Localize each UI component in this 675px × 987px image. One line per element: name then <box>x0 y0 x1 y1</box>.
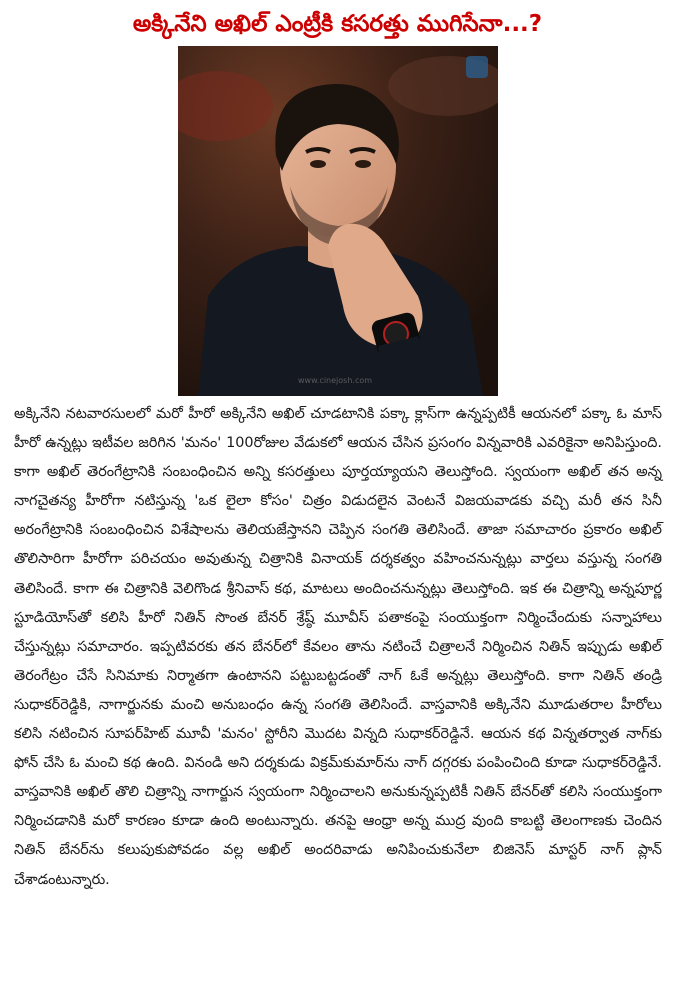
article-body <box>14 400 662 895</box>
article-paragraph: అక్కినేని నటవారసులలో మరో హీరో అక్కినేని అఖిల్ చూడటానికి పక్కా క్లాస్‌గా ఉన్నప్పటికీ ఆయనలో పక్కా ఓ మాస్ హీరో ఉన్నట్లు ఇటీవల జరిగిన 'మనం' 100రోజుల వేడుకలో ఆయన చేసిన ప్రసంగం విన్నవారికి ఎవరికైనా అనిపిస్తుంది. కాగా అఖిల్ తెరంగేట్రానికి సంబంధించిన అన్ని కసరత్తులు పూర్తయ్యాయని తెలుస్తోంది. స్వయంగా అఖిల్ తన అన్న నాగచైతన్య హీరోగా నటిస్తున్న 'ఒక లైలా కోసం' చిత్రం విడుదలైన వెంటనే విజయవాడకు వచ్చి మరీ తన సినీ అరంగేట్రానికి సంబంధించిన విశేషాలను తెలియజేస్తానని చెప్పిన సంగతి తెలిసిందే. తాజా సమాచారం ప్రకారం అఖిల్ తొలిసారిగా హీరోగా పరిచయం అవుతున్న చిత్రానికి వినాయక్ దర్శకత్వం వహించనున్నట్లు వార్తలు వస్తున్న సంగతి తెలిసిందే. కాగా ఈ చిత్రానికి వెలిగొండ శ్రీనివాస్ కథ, మాటలు అందించనున్నట్లు తెలుస్తోంది. ఇక ఈ చిత్రాన్ని అన్నపూర్ణ స్టూడియోస్‌తో కలిసి హీరో నితిన్ సొంత బేనర్ శ్రేష్ఠ్ మూవీస్ పతాకంపై సంయుక్తంగా నిర్మించేందుకు సన్నాహాలు చేస్తున్నట్లు సమాచారం. ఇప్పటివరకు తన బేనర్‌లో కేవలం తాను నటించే చిత్రాలనే నిర్మించిన నితిన్ ఇప్పుడు అఖిల్ తెరంగేట్రం చేసే సినిమాకు నిర్మాతగా ఉంటానని పట్టుబట్టడంతో నాగ్ ఓకే అన్నట్లు తెలుస్తోంది. కాగా నితిన్ తండ్రి సుధాకర్‌రెడ్డికి, నాగార్జునకు మంచి అనుబంధం ఉన్న సంగతి తెలిసిందే. వాస్తవానికి అక్కినేని మూడుతరాల హీరోలు కలిసి నటించిన సూపర్‌హిట్ మూవీ 'మనం' స్టోరీని మొదట విన్నది సుధాకర్‌రెడ్డినే. ఆయన కథ విన్నతర్వాత నాగ్‌కు ఫోన్ చేసి ఓ మంచి కథ ఉంది. వినండి అని దర్శకుడు విక్రమ్‌కుమార్‌ను నాగ్ దగ్గరకు పంపించింది కూడా సుధాకర్‌రెడ్డినే. వాస్తవానికి అఖిల్ తొలి చిత్రాన్ని నాగార్జున స్వయంగా నిర్మించాలని అనుకున్నప్పటికీ నితిన్ బేనర్‌తో కలిసి సంయుక్తంగా నిర్మించడానికి మరో కారణం కూడా ఉంది అంటున్నారు. తనపై ఆంధ్రా అన్న ముద్ర వుంది కాబట్టి తెలంగాణకు చెందిన నితిన్ బేనర్‌ను కలుపుకుపోవడం వల్ల అఖిల్ అందరివాడు అనిపించుకునేలా బిజినెస్ మాస్టర్ నాగ్ ప్లాన్ చేశాడంటున్నారు. <box>14 406 663 888</box>
portrait-illustration <box>178 46 498 396</box>
article-photo <box>178 46 498 396</box>
headline: అక్కినేని అఖిల్ ఎంట్రీకి కసరత్తు ముగిసేనా...? <box>132 11 543 37</box>
watermark-text: www.cinejosh.com <box>298 376 373 385</box>
